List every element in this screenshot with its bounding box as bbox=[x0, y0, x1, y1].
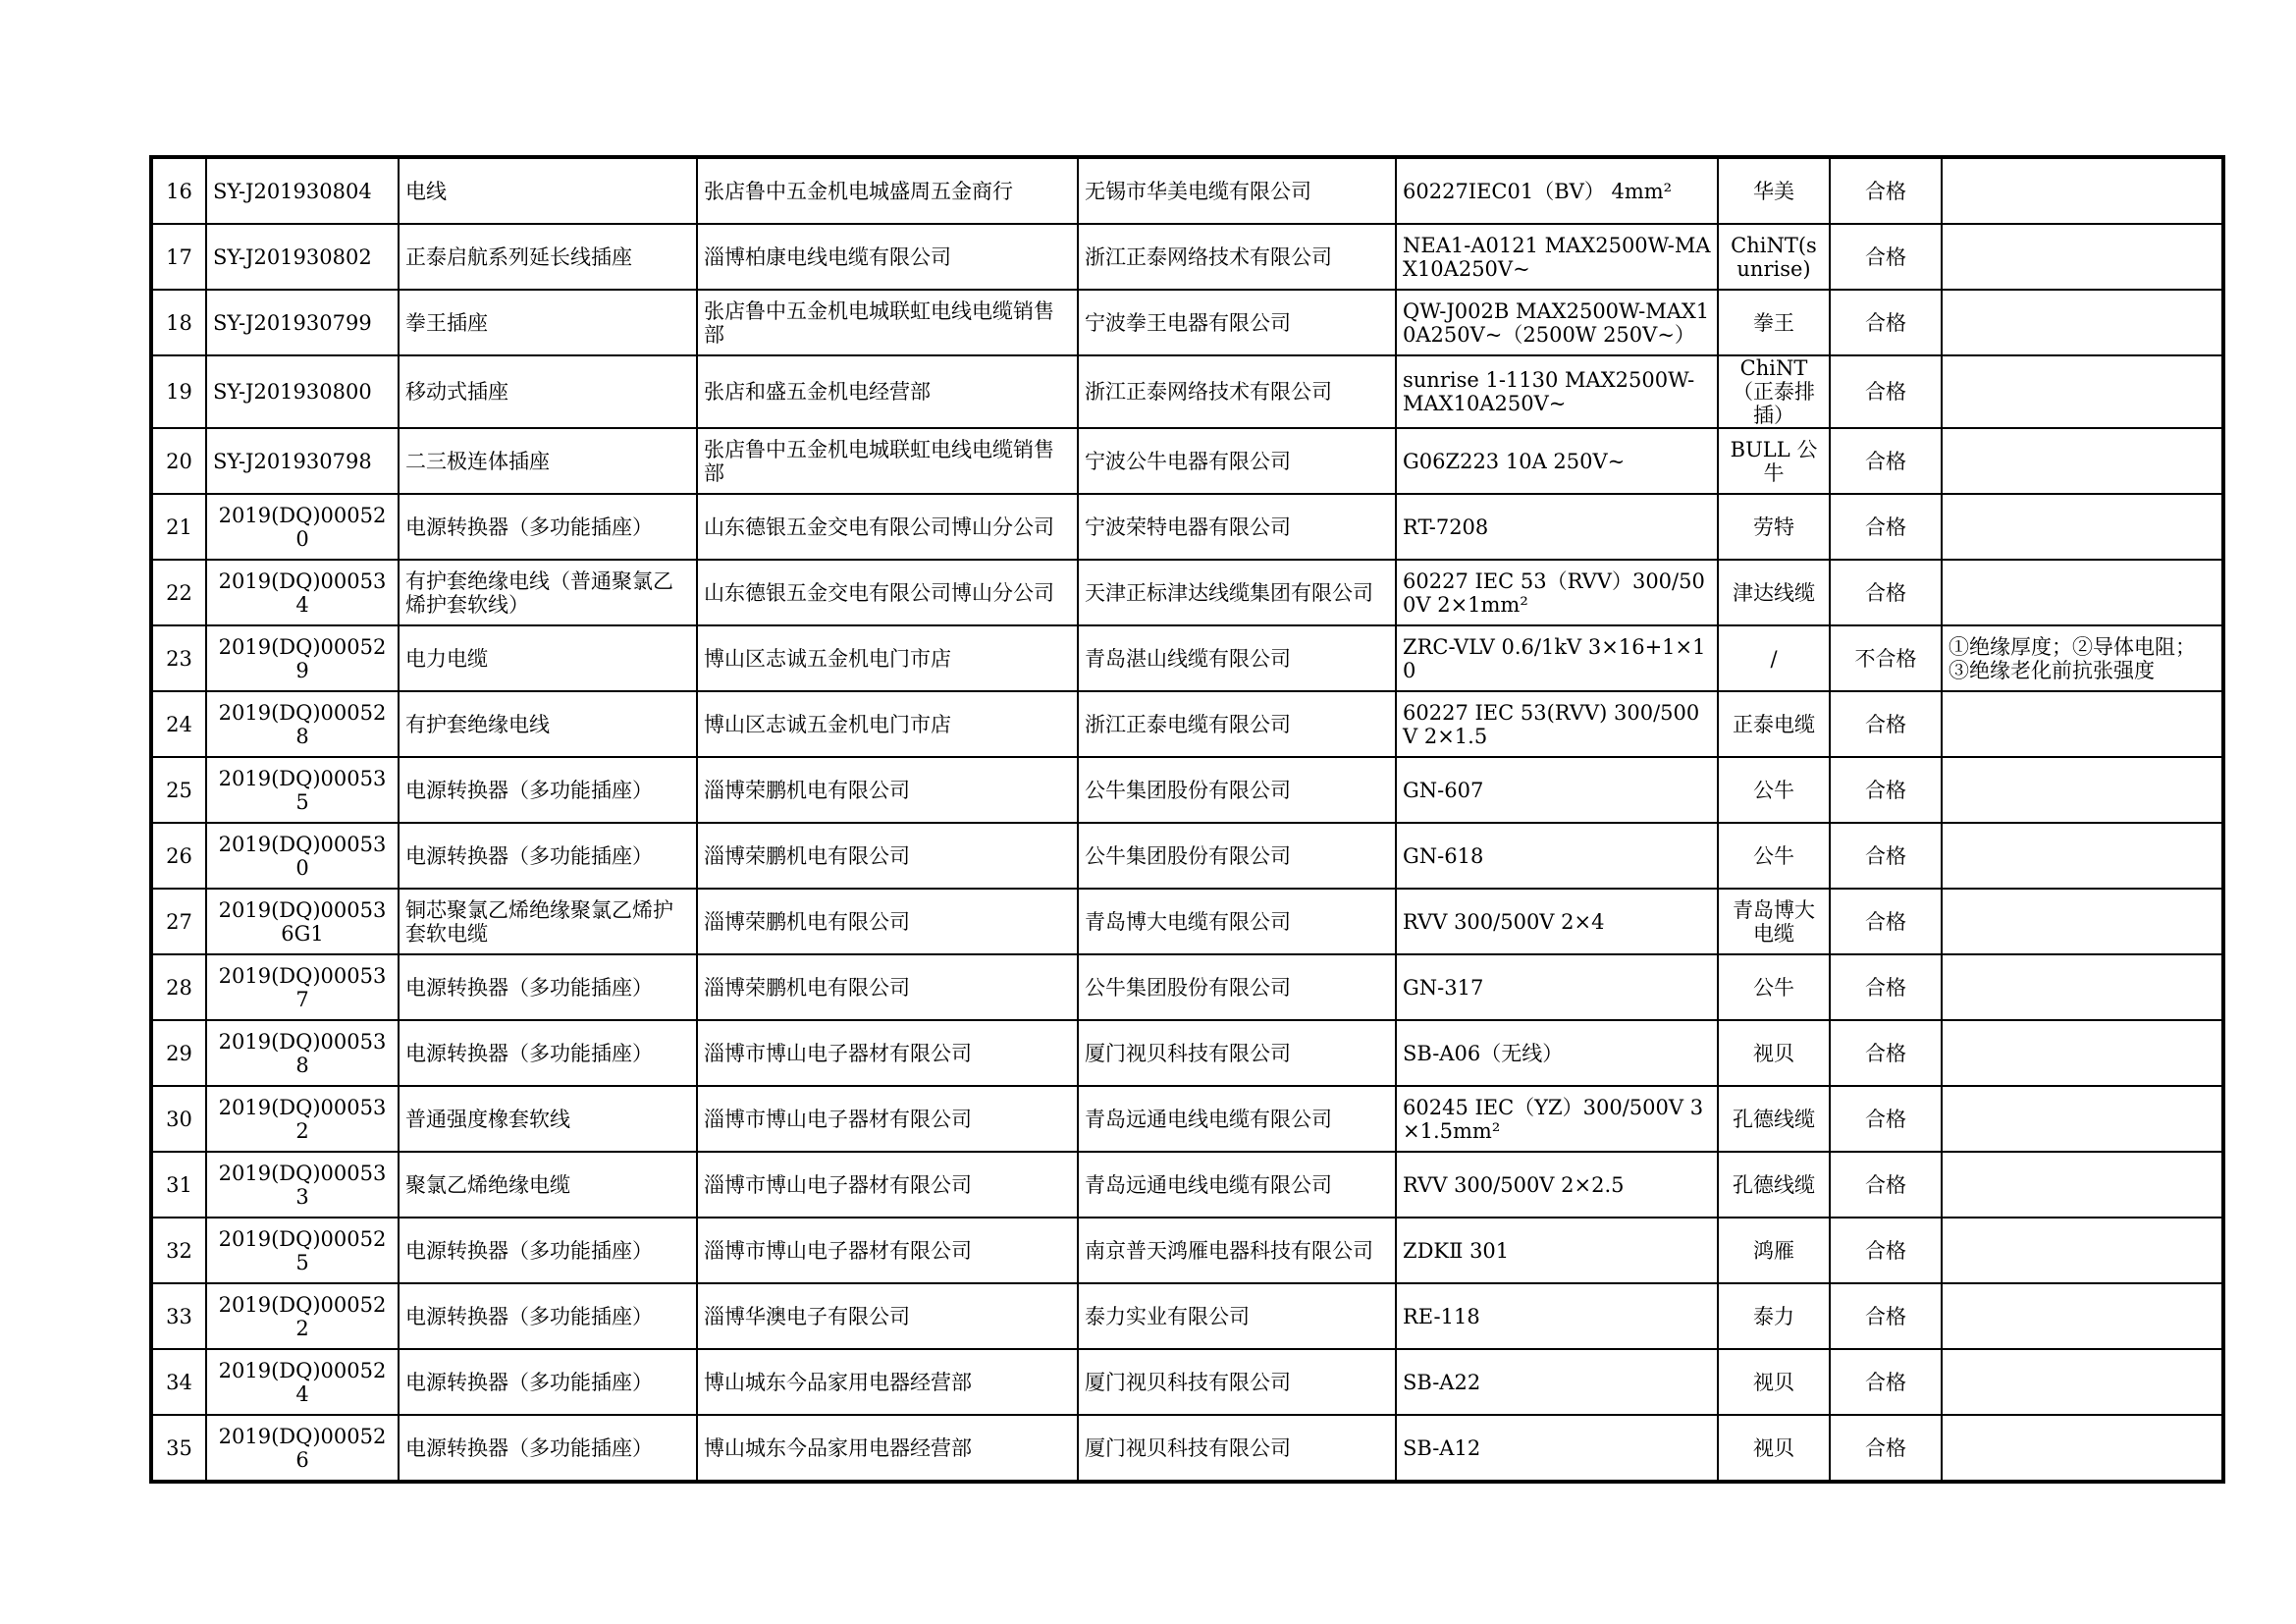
brand-name-cell: 劳特 bbox=[1718, 494, 1830, 560]
failed-items-cell bbox=[1942, 290, 2223, 355]
brand-name-cell: 拳王 bbox=[1718, 290, 1830, 355]
manufacturer-name-cell: 青岛远通电线电缆有限公司 bbox=[1078, 1086, 1396, 1152]
seller-name-cell: 淄博荣鹏机电有限公司 bbox=[697, 823, 1078, 889]
failed-items-cell bbox=[1942, 224, 2223, 290]
sample-code-cell: SY-J201930799 bbox=[206, 290, 399, 355]
product-name-cell: 正泰启航系列延长线插座 bbox=[399, 224, 697, 290]
spec-model-cell: GN-618 bbox=[1396, 823, 1718, 889]
sample-code-cell: SY-J201930804 bbox=[206, 157, 399, 224]
manufacturer-name-cell: 青岛远通电线电缆有限公司 bbox=[1078, 1152, 1396, 1218]
brand-name-cell: ChiNT(sunrise) bbox=[1718, 224, 1830, 290]
spec-model-cell: RT-7208 bbox=[1396, 494, 1718, 560]
seller-name-cell: 博山区志诚五金机电门市店 bbox=[697, 625, 1078, 691]
failed-items-cell bbox=[1942, 1349, 2223, 1415]
seller-name-cell: 张店和盛五金机电经营部 bbox=[697, 355, 1078, 428]
seller-name-cell: 张店鲁中五金机电城盛周五金商行 bbox=[697, 157, 1078, 224]
table-row bbox=[151, 290, 2223, 355]
row-number-cell: 35 bbox=[151, 1415, 206, 1482]
table-row bbox=[151, 691, 2223, 757]
brand-name-cell: 青岛博大电缆 bbox=[1718, 889, 1830, 954]
failed-items-cell bbox=[1942, 1020, 2223, 1086]
row-number-cell: 24 bbox=[151, 691, 206, 757]
table-row bbox=[151, 1349, 2223, 1415]
brand-name-cell: 公牛 bbox=[1718, 757, 1830, 823]
product-name-cell: 电力电缆 bbox=[399, 625, 697, 691]
seller-name-cell: 山东德银五金交电有限公司博山分公司 bbox=[697, 560, 1078, 625]
spec-model-cell: RE-118 bbox=[1396, 1283, 1718, 1349]
seller-name-cell: 淄博华澳电子有限公司 bbox=[697, 1283, 1078, 1349]
brand-name-cell: / bbox=[1718, 625, 1830, 691]
inspection-result-cell: 合格 bbox=[1830, 823, 1942, 889]
spec-model-cell: ZDKⅡ 301 bbox=[1396, 1218, 1718, 1283]
spec-model-cell: QW-J002B MAX2500W-MAX10A250V~（2500W 250V~） bbox=[1396, 290, 1718, 355]
spec-model-cell: G06Z223 10A 250V~ bbox=[1396, 428, 1718, 494]
table-row bbox=[151, 823, 2223, 889]
spec-model-cell: 60227 IEC 53(RVV) 300/500V 2×1.5 bbox=[1396, 691, 1718, 757]
table-row bbox=[151, 757, 2223, 823]
failed-items-cell bbox=[1942, 1218, 2223, 1283]
row-number-cell: 19 bbox=[151, 355, 206, 428]
failed-items-cell bbox=[1942, 889, 2223, 954]
brand-name-cell: BULL 公牛 bbox=[1718, 428, 1830, 494]
sample-code-cell: SY-J201930802 bbox=[206, 224, 399, 290]
seller-name-cell: 张店鲁中五金机电城联虹电线电缆销售部 bbox=[697, 428, 1078, 494]
brand-name-cell: 公牛 bbox=[1718, 954, 1830, 1020]
row-number-cell: 21 bbox=[151, 494, 206, 560]
sample-code-cell: 2019(DQ)000533 bbox=[206, 1152, 399, 1218]
inspection-result-cell: 合格 bbox=[1830, 290, 1942, 355]
manufacturer-name-cell: 公牛集团股份有限公司 bbox=[1078, 757, 1396, 823]
row-number-cell: 16 bbox=[151, 157, 206, 224]
brand-name-cell: 鸿雁 bbox=[1718, 1218, 1830, 1283]
inspection-result-cell: 合格 bbox=[1830, 1086, 1942, 1152]
manufacturer-name-cell: 宁波公牛电器有限公司 bbox=[1078, 428, 1396, 494]
sample-code-cell: 2019(DQ)000524 bbox=[206, 1349, 399, 1415]
sample-code-cell: 2019(DQ)000528 bbox=[206, 691, 399, 757]
manufacturer-name-cell: 浙江正泰网络技术有限公司 bbox=[1078, 224, 1396, 290]
row-number-cell: 28 bbox=[151, 954, 206, 1020]
sample-code-cell: SY-J201930798 bbox=[206, 428, 399, 494]
seller-name-cell: 淄博市博山电子器材有限公司 bbox=[697, 1152, 1078, 1218]
product-name-cell: 电源转换器（多功能插座） bbox=[399, 757, 697, 823]
seller-name-cell: 淄博市博山电子器材有限公司 bbox=[697, 1020, 1078, 1086]
table-row bbox=[151, 560, 2223, 625]
inspection-result-cell: 合格 bbox=[1830, 1415, 1942, 1482]
inspection-result-cell: 合格 bbox=[1830, 1020, 1942, 1086]
manufacturer-name-cell: 南京普天鸿雁电器科技有限公司 bbox=[1078, 1218, 1396, 1283]
manufacturer-name-cell: 厦门视贝科技有限公司 bbox=[1078, 1349, 1396, 1415]
manufacturer-name-cell: 无锡市华美电缆有限公司 bbox=[1078, 157, 1396, 224]
product-name-cell: 聚氯乙烯绝缘电缆 bbox=[399, 1152, 697, 1218]
seller-name-cell: 博山区志诚五金机电门市店 bbox=[697, 691, 1078, 757]
failed-items-cell bbox=[1942, 1086, 2223, 1152]
sample-code-cell: 2019(DQ)000535 bbox=[206, 757, 399, 823]
spec-model-cell: GN-317 bbox=[1396, 954, 1718, 1020]
spec-model-cell: RVV 300/500V 2×2.5 bbox=[1396, 1152, 1718, 1218]
row-number-cell: 18 bbox=[151, 290, 206, 355]
row-number-cell: 17 bbox=[151, 224, 206, 290]
product-name-cell: 电源转换器（多功能插座） bbox=[399, 954, 697, 1020]
brand-name-cell: ChiNT（正泰排插） bbox=[1718, 355, 1830, 428]
table-row bbox=[151, 1152, 2223, 1218]
sample-code-cell: SY-J201930800 bbox=[206, 355, 399, 428]
table-row bbox=[151, 428, 2223, 494]
table-row bbox=[151, 1218, 2223, 1283]
row-number-cell: 32 bbox=[151, 1218, 206, 1283]
spec-model-cell: 60245 IEC（YZ）300/500V 3×1.5mm² bbox=[1396, 1086, 1718, 1152]
failed-items-cell bbox=[1942, 560, 2223, 625]
failed-items-cell: ①绝缘厚度；②导体电阻；③绝缘老化前抗张强度 bbox=[1942, 625, 2223, 691]
product-name-cell: 二三极连体插座 bbox=[399, 428, 697, 494]
manufacturer-name-cell: 公牛集团股份有限公司 bbox=[1078, 823, 1396, 889]
brand-name-cell: 津达线缆 bbox=[1718, 560, 1830, 625]
failed-items-cell bbox=[1942, 428, 2223, 494]
spec-model-cell: RVV 300/500V 2×4 bbox=[1396, 889, 1718, 954]
sample-code-cell: 2019(DQ)000536G1 bbox=[206, 889, 399, 954]
sample-code-cell: 2019(DQ)000529 bbox=[206, 625, 399, 691]
failed-items-cell bbox=[1942, 954, 2223, 1020]
manufacturer-name-cell: 天津正标津达线缆集团有限公司 bbox=[1078, 560, 1396, 625]
table-row bbox=[151, 1020, 2223, 1086]
product-name-cell: 有护套绝缘电线（普通聚氯乙烯护套软线） bbox=[399, 560, 697, 625]
row-number-cell: 33 bbox=[151, 1283, 206, 1349]
manufacturer-name-cell: 宁波荣特电器有限公司 bbox=[1078, 494, 1396, 560]
inspection-result-cell: 合格 bbox=[1830, 1152, 1942, 1218]
failed-items-cell bbox=[1942, 691, 2223, 757]
inspection-result-cell: 合格 bbox=[1830, 157, 1942, 224]
inspection-results-table bbox=[149, 155, 2225, 1484]
sample-code-cell: 2019(DQ)000537 bbox=[206, 954, 399, 1020]
inspection-result-cell: 合格 bbox=[1830, 1283, 1942, 1349]
sample-code-cell: 2019(DQ)000522 bbox=[206, 1283, 399, 1349]
row-number-cell: 22 bbox=[151, 560, 206, 625]
row-number-cell: 23 bbox=[151, 625, 206, 691]
inspection-result-cell: 不合格 bbox=[1830, 625, 1942, 691]
row-number-cell: 31 bbox=[151, 1152, 206, 1218]
spec-model-cell: 60227 IEC 53（RVV）300/500V 2×1mm² bbox=[1396, 560, 1718, 625]
seller-name-cell: 淄博柏康电线电缆有限公司 bbox=[697, 224, 1078, 290]
sample-code-cell: 2019(DQ)000520 bbox=[206, 494, 399, 560]
brand-name-cell: 孔德线缆 bbox=[1718, 1086, 1830, 1152]
brand-name-cell: 视贝 bbox=[1718, 1020, 1830, 1086]
row-number-cell: 27 bbox=[151, 889, 206, 954]
failed-items-cell bbox=[1942, 157, 2223, 224]
failed-items-cell bbox=[1942, 355, 2223, 428]
spec-model-cell: SB-A22 bbox=[1396, 1349, 1718, 1415]
manufacturer-name-cell: 青岛博大电缆有限公司 bbox=[1078, 889, 1396, 954]
spec-model-cell: ZRC-VLV 0.6/1kV 3×16+1×10 bbox=[1396, 625, 1718, 691]
seller-name-cell: 博山城东今品家用电器经营部 bbox=[697, 1415, 1078, 1482]
manufacturer-name-cell: 公牛集团股份有限公司 bbox=[1078, 954, 1396, 1020]
inspection-result-cell: 合格 bbox=[1830, 1218, 1942, 1283]
table-row bbox=[151, 954, 2223, 1020]
product-name-cell: 拳王插座 bbox=[399, 290, 697, 355]
brand-name-cell: 华美 bbox=[1718, 157, 1830, 224]
product-name-cell: 电源转换器（多功能插座） bbox=[399, 1283, 697, 1349]
brand-name-cell: 视贝 bbox=[1718, 1349, 1830, 1415]
sample-code-cell: 2019(DQ)000530 bbox=[206, 823, 399, 889]
row-number-cell: 30 bbox=[151, 1086, 206, 1152]
table-row bbox=[151, 157, 2223, 224]
brand-name-cell: 正泰电缆 bbox=[1718, 691, 1830, 757]
brand-name-cell: 孔德线缆 bbox=[1718, 1152, 1830, 1218]
seller-name-cell: 淄博市博山电子器材有限公司 bbox=[697, 1086, 1078, 1152]
product-name-cell: 移动式插座 bbox=[399, 355, 697, 428]
row-number-cell: 25 bbox=[151, 757, 206, 823]
product-name-cell: 电源转换器（多功能插座） bbox=[399, 1020, 697, 1086]
brand-name-cell: 公牛 bbox=[1718, 823, 1830, 889]
table-row bbox=[151, 1415, 2223, 1482]
table-row bbox=[151, 1086, 2223, 1152]
manufacturer-name-cell: 宁波拳王电器有限公司 bbox=[1078, 290, 1396, 355]
spec-model-cell: SB-A06（无线） bbox=[1396, 1020, 1718, 1086]
product-name-cell: 铜芯聚氯乙烯绝缘聚氯乙烯护套软电缆 bbox=[399, 889, 697, 954]
product-name-cell: 电源转换器（多功能插座） bbox=[399, 1349, 697, 1415]
manufacturer-name-cell: 泰力实业有限公司 bbox=[1078, 1283, 1396, 1349]
inspection-result-cell: 合格 bbox=[1830, 889, 1942, 954]
row-number-cell: 34 bbox=[151, 1349, 206, 1415]
failed-items-cell bbox=[1942, 757, 2223, 823]
manufacturer-name-cell: 厦门视贝科技有限公司 bbox=[1078, 1415, 1396, 1482]
seller-name-cell: 淄博市博山电子器材有限公司 bbox=[697, 1218, 1078, 1283]
manufacturer-name-cell: 厦门视贝科技有限公司 bbox=[1078, 1020, 1396, 1086]
sample-code-cell: 2019(DQ)000526 bbox=[206, 1415, 399, 1482]
table-row bbox=[151, 355, 2223, 428]
inspection-result-cell: 合格 bbox=[1830, 560, 1942, 625]
inspection-result-cell: 合格 bbox=[1830, 494, 1942, 560]
product-name-cell: 电源转换器（多功能插座） bbox=[399, 1415, 697, 1482]
spec-model-cell: GN-607 bbox=[1396, 757, 1718, 823]
product-name-cell: 电源转换器（多功能插座） bbox=[399, 494, 697, 560]
manufacturer-name-cell: 青岛湛山线缆有限公司 bbox=[1078, 625, 1396, 691]
table-row bbox=[151, 494, 2223, 560]
seller-name-cell: 山东德银五金交电有限公司博山分公司 bbox=[697, 494, 1078, 560]
seller-name-cell: 张店鲁中五金机电城联虹电线电缆销售部 bbox=[697, 290, 1078, 355]
inspection-result-cell: 合格 bbox=[1830, 355, 1942, 428]
sample-code-cell: 2019(DQ)000525 bbox=[206, 1218, 399, 1283]
row-number-cell: 29 bbox=[151, 1020, 206, 1086]
spec-model-cell: SB-A12 bbox=[1396, 1415, 1718, 1482]
failed-items-cell bbox=[1942, 1283, 2223, 1349]
failed-items-cell bbox=[1942, 823, 2223, 889]
product-name-cell: 电源转换器（多功能插座） bbox=[399, 1218, 697, 1283]
inspection-result-cell: 合格 bbox=[1830, 954, 1942, 1020]
seller-name-cell: 博山城东今品家用电器经营部 bbox=[697, 1349, 1078, 1415]
brand-name-cell: 泰力 bbox=[1718, 1283, 1830, 1349]
table-row bbox=[151, 1283, 2223, 1349]
table-body bbox=[151, 157, 2223, 1482]
manufacturer-name-cell: 浙江正泰网络技术有限公司 bbox=[1078, 355, 1396, 428]
spec-model-cell: 60227IEC01（BV） 4mm² bbox=[1396, 157, 1718, 224]
spec-model-cell: NEA1-A0121 MAX2500W-MAX10A250V~ bbox=[1396, 224, 1718, 290]
seller-name-cell: 淄博荣鹏机电有限公司 bbox=[697, 954, 1078, 1020]
row-number-cell: 20 bbox=[151, 428, 206, 494]
spec-model-cell: sunrise 1-1130 MAX2500W-MAX10A250V~ bbox=[1396, 355, 1718, 428]
seller-name-cell: 淄博荣鹏机电有限公司 bbox=[697, 757, 1078, 823]
inspection-result-cell: 合格 bbox=[1830, 428, 1942, 494]
manufacturer-name-cell: 浙江正泰电缆有限公司 bbox=[1078, 691, 1396, 757]
sample-code-cell: 2019(DQ)000534 bbox=[206, 560, 399, 625]
product-name-cell: 有护套绝缘电线 bbox=[399, 691, 697, 757]
product-name-cell: 普通强度橡套软线 bbox=[399, 1086, 697, 1152]
inspection-result-cell: 合格 bbox=[1830, 1349, 1942, 1415]
table-row bbox=[151, 889, 2223, 954]
failed-items-cell bbox=[1942, 1415, 2223, 1482]
inspection-result-cell: 合格 bbox=[1830, 757, 1942, 823]
inspection-result-cell: 合格 bbox=[1830, 691, 1942, 757]
inspection-result-cell: 合格 bbox=[1830, 224, 1942, 290]
failed-items-cell bbox=[1942, 494, 2223, 560]
sample-code-cell: 2019(DQ)000538 bbox=[206, 1020, 399, 1086]
seller-name-cell: 淄博荣鹏机电有限公司 bbox=[697, 889, 1078, 954]
table-row bbox=[151, 224, 2223, 290]
sample-code-cell: 2019(DQ)000532 bbox=[206, 1086, 399, 1152]
product-name-cell: 电源转换器（多功能插座） bbox=[399, 823, 697, 889]
brand-name-cell: 视贝 bbox=[1718, 1415, 1830, 1482]
row-number-cell: 26 bbox=[151, 823, 206, 889]
table-row bbox=[151, 625, 2223, 691]
product-name-cell: 电线 bbox=[399, 157, 697, 224]
failed-items-cell bbox=[1942, 1152, 2223, 1218]
